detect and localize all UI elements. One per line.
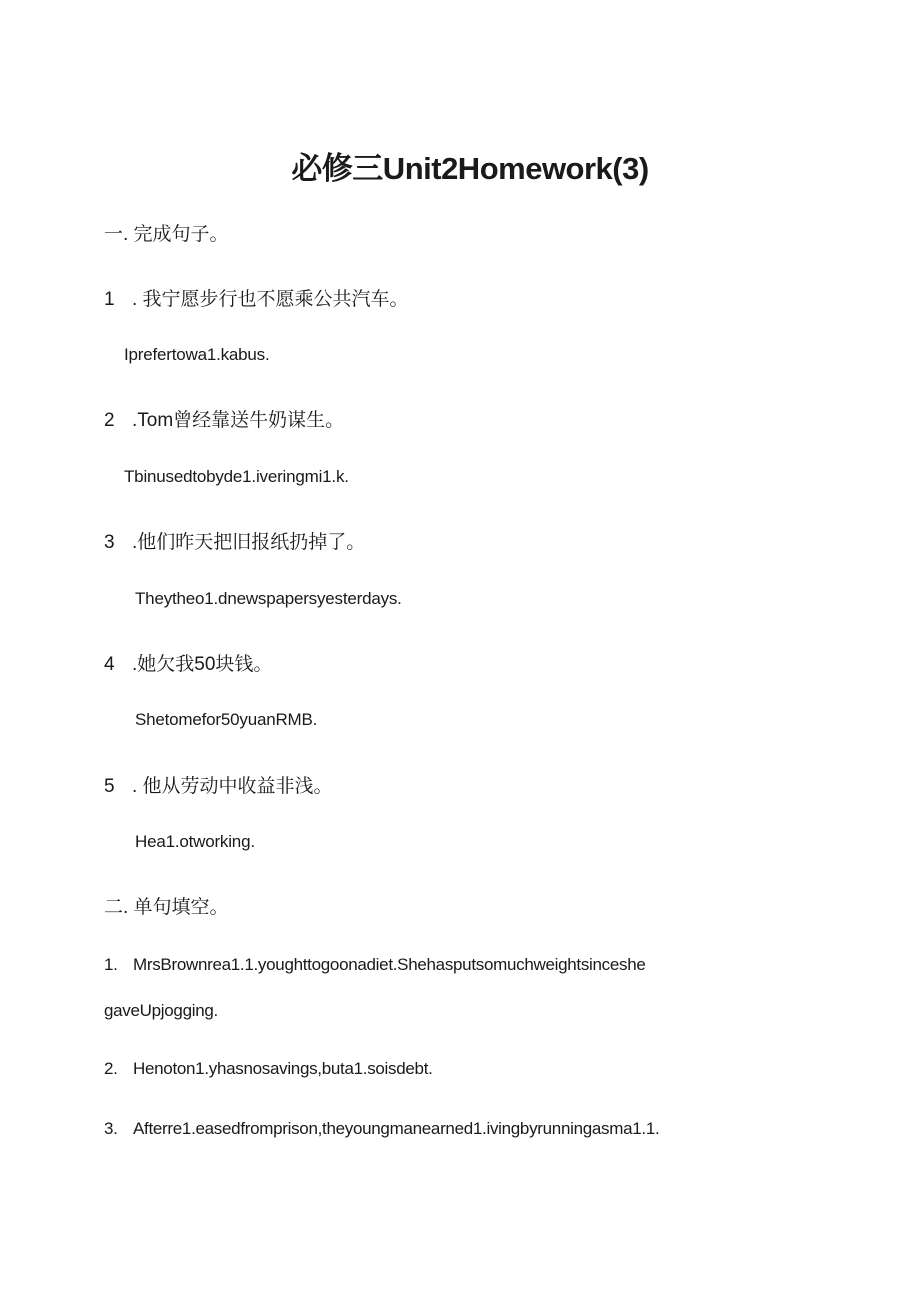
item-number: 1. [104, 955, 118, 974]
answer-2: Tbinusedtobyde1.iveringmi1.k. [124, 467, 349, 486]
question-1 [104, 284, 409, 311]
question-number: 1 [104, 289, 115, 310]
answer-1: Iprefertowa1.kabus. [124, 345, 270, 364]
question-text: . 我宁愿步行也不愿乘公共汽车。 [132, 289, 409, 310]
question-2 [104, 405, 344, 432]
fill-item-1-continued: gaveUpjogging. [104, 1001, 218, 1020]
question-5 [104, 771, 333, 798]
section-1-heading: 一. 完成句子。 [104, 224, 229, 245]
item-number: 2. [104, 1059, 118, 1078]
answer-3: Theytheo1.dnewspapersyesterdays. [135, 589, 402, 608]
question-text: .她欠我50块钱。 [132, 654, 273, 675]
question-text: .Tom曾经靠送牛奶谋生。 [132, 410, 345, 431]
question-number: 3 [104, 532, 115, 553]
fill-item-1 [104, 955, 646, 975]
question-number: 5 [104, 776, 115, 797]
question-number: 4 [104, 654, 115, 675]
answer-5: Hea1.otworking. [135, 832, 255, 851]
question-3 [104, 527, 365, 554]
item-text: Afterre1.easedfromprison,theyoungmanearned1.ivingbyrunningasma1.1. [133, 1119, 660, 1138]
answer-4: Shetomefor50yuanRMB. [135, 710, 318, 729]
question-number: 2 [104, 410, 115, 431]
question-text: .他们昨天把旧报纸扔掉了。 [132, 532, 366, 553]
item-text: Henoton1.yhasnosavings,buta1.soisdebt. [133, 1059, 433, 1078]
item-number: 3. [104, 1119, 118, 1138]
section-2-heading: 二. 单句填空。 [104, 897, 229, 918]
page-title: 必修三Unit2Homework(3) [291, 151, 649, 186]
fill-item-2 [104, 1059, 433, 1079]
fill-item-3 [104, 1119, 659, 1139]
question-text: . 他从劳动中收益非浅。 [132, 776, 333, 797]
question-4 [104, 649, 272, 676]
item-text: MrsBrownrea1.1.youghttogoonadiet.Shehasputsomuchweightsinceshe [133, 955, 646, 974]
